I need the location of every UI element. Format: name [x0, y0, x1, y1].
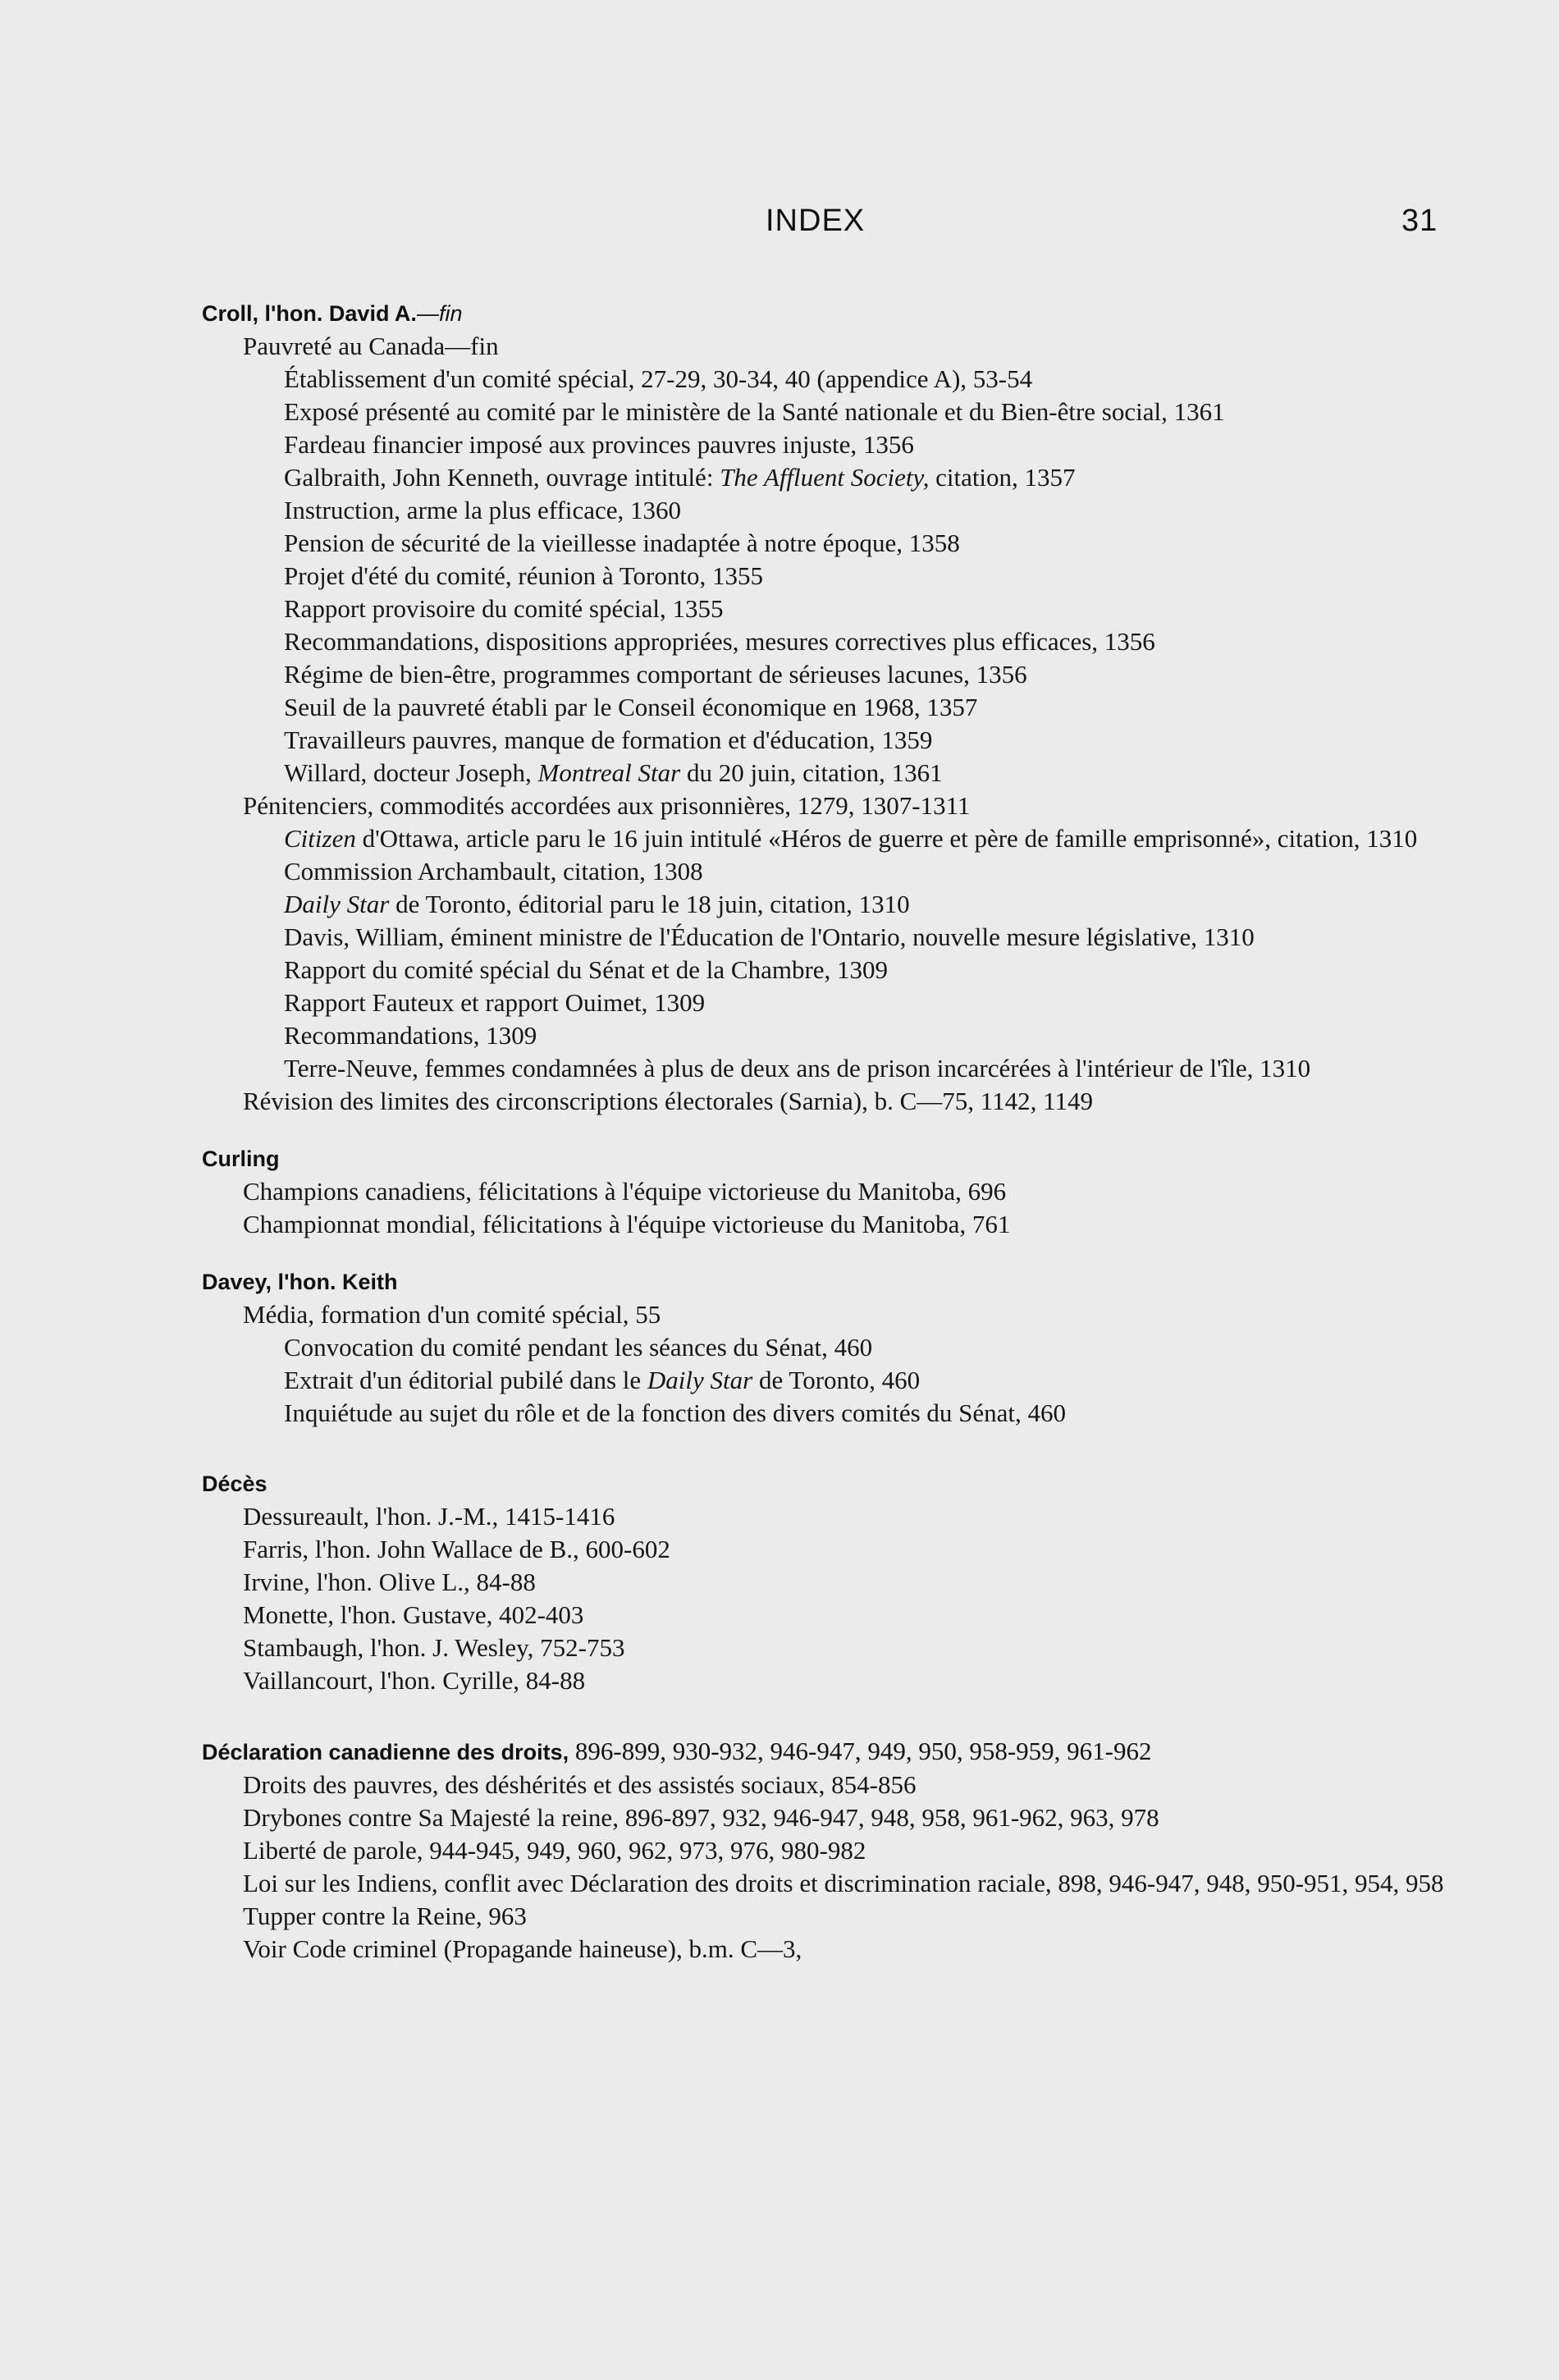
index-line: Irvine, l'hon. Olive L., 84-88 [243, 1568, 536, 1596]
index-line: Davis, William, éminent ministre de l'Éducation de l'Ontario, nouvelle mesure législative, 1310 [284, 922, 1255, 951]
index-line: Championnat mondial, félicitations à l'équipe victorieuse du Manitoba, 761 [243, 1210, 1011, 1238]
index-line: Daily Star de Toronto, éditorial paru le 18 juin, citation, 1310 [284, 890, 910, 918]
index-line: Recommandations, dispositions appropriées, mesures correctives plus efficaces, 1356 [284, 627, 1155, 656]
index-line: Projet d'été du comité, réunion à Toronto, 1355 [284, 561, 763, 590]
sub-entry-revision: Révision des limites des circonscriptions électorales (Sarnia), b. C—75, 1142, 1149 [243, 1087, 1094, 1115]
index-line: Rapport du comité spécial du Sénat et de la Chambre, 1309 [284, 955, 889, 984]
index-line: Tupper contre la Reine, 963 [243, 1902, 527, 1930]
index-line: Rapport Fauteux et rapport Ouimet, 1309 [284, 988, 706, 1017]
page-title: INDEX [766, 204, 866, 238]
index-line: Seuil de la pauvreté établi par le Conseil économique en 1968, 1357 [284, 693, 978, 721]
index-line: Rapport provisoire du comité spécial, 1355 [284, 594, 724, 623]
entry-heading-croll: Croll, l'hon. David A.—fin [202, 301, 463, 326]
page-header [0, 204, 1559, 245]
page-number: 31 [1401, 204, 1438, 238]
index-line: Travailleurs pauvres, manque de formation et d'éducation, 1359 [284, 725, 933, 754]
index-line: Citizen d'Ottawa, article paru le 16 juin intitulé «Héros de guerre et père de famille emprisonné», citation, 1310 [284, 824, 1418, 853]
entry-heading-declaration: Déclaration canadienne des droits, 896-899, 930-932, 946-947, 949, 950, 958-959, 961-962 [202, 1737, 1152, 1765]
index-line: Établissement d'un comité spécial, 27-29, 30-34, 40 (appendice A), 53-54 [284, 364, 1033, 393]
index-line: Farris, l'hon. John Wallace de B., 600-602 [243, 1535, 670, 1563]
index-line: Droits des pauvres, des déshérités et des assistés sociaux, 854-856 [243, 1770, 917, 1799]
index-line: Voir Code criminel (Propagande haineuse), b.m. C—3, [243, 1934, 802, 1963]
index-line: Exposé présenté au comité par le ministère de la Santé nationale et du Bien-être social, 1361 [284, 397, 1225, 426]
index-line: Pension de sécurité de la vieillesse inadaptée à notre époque, 1358 [284, 529, 960, 557]
index-line: Convocation du comité pendant les séances du Sénat, 460 [284, 1333, 873, 1362]
index-line: Inquiétude au sujet du rôle et de la fonction des divers comités du Sénat, 460 [284, 1398, 1067, 1427]
index-line: Recommandations, 1309 [284, 1021, 537, 1050]
index-line: Stambaugh, l'hon. J. Wesley, 752-753 [243, 1633, 625, 1662]
index-line: Dessureault, l'hon. J.-M., 1415-1416 [243, 1502, 615, 1531]
sub-entry-media: Média, formation d'un comité spécial, 55 [243, 1300, 661, 1329]
index-line: Willard, docteur Joseph, Montreal Star du 20 juin, citation, 1361 [284, 758, 943, 787]
entry-heading-davey: Davey, l'hon. Keith [202, 1270, 398, 1294]
index-line: Vaillancourt, l'hon. Cyrille, 84-88 [243, 1666, 586, 1695]
index-line: Extrait d'un éditorial pubilé dans le Daily Star de Toronto, 460 [284, 1366, 921, 1394]
sub-entry-pauvrete: Pauvreté au Canada—fin [243, 332, 499, 360]
index-content [202, 297, 1482, 1966]
sub-entry-penitenciers: Pénitenciers, commodités accordées aux prisonnières, 1279, 1307-1311 [243, 791, 971, 820]
index-line: Drybones contre Sa Majesté la reine, 896-897, 932, 946-947, 948, 958, 961-962, 963, 978 [243, 1803, 1159, 1832]
index-line: Galbraith, John Kenneth, ouvrage intitulé: The Affluent Society, citation, 1357 [284, 463, 1076, 492]
index-line: Monette, l'hon. Gustave, 402-403 [243, 1600, 584, 1629]
index-line: Liberté de parole, 944-945, 949, 960, 962, 973, 976, 980-982 [243, 1836, 866, 1865]
index-line: Commission Archambault, citation, 1308 [284, 857, 703, 886]
index-line: Loi sur les Indiens, conflit avec Déclaration des droits et discrimination raciale, 898, 946-947, 948, 950-951, 954, 958 [243, 1869, 1444, 1897]
index-line: Fardeau financier imposé aux provinces pauvres injuste, 1356 [284, 430, 914, 459]
index-line: Régime de bien-être, programmes comportant de sérieuses lacunes, 1356 [284, 660, 1027, 689]
index-line: Terre-Neuve, femmes condamnées à plus de deux ans de prison incarcérées à l'intérieur de l'île, 1310 [284, 1054, 1311, 1082]
index-line: Instruction, arme la plus efficace, 1360 [284, 496, 682, 524]
entry-heading-deces: Décès [202, 1471, 267, 1496]
entry-heading-curling: Curling [202, 1147, 280, 1171]
index-line: Champions canadiens, félicitations à l'équipe victorieuse du Manitoba, 696 [243, 1177, 1007, 1206]
